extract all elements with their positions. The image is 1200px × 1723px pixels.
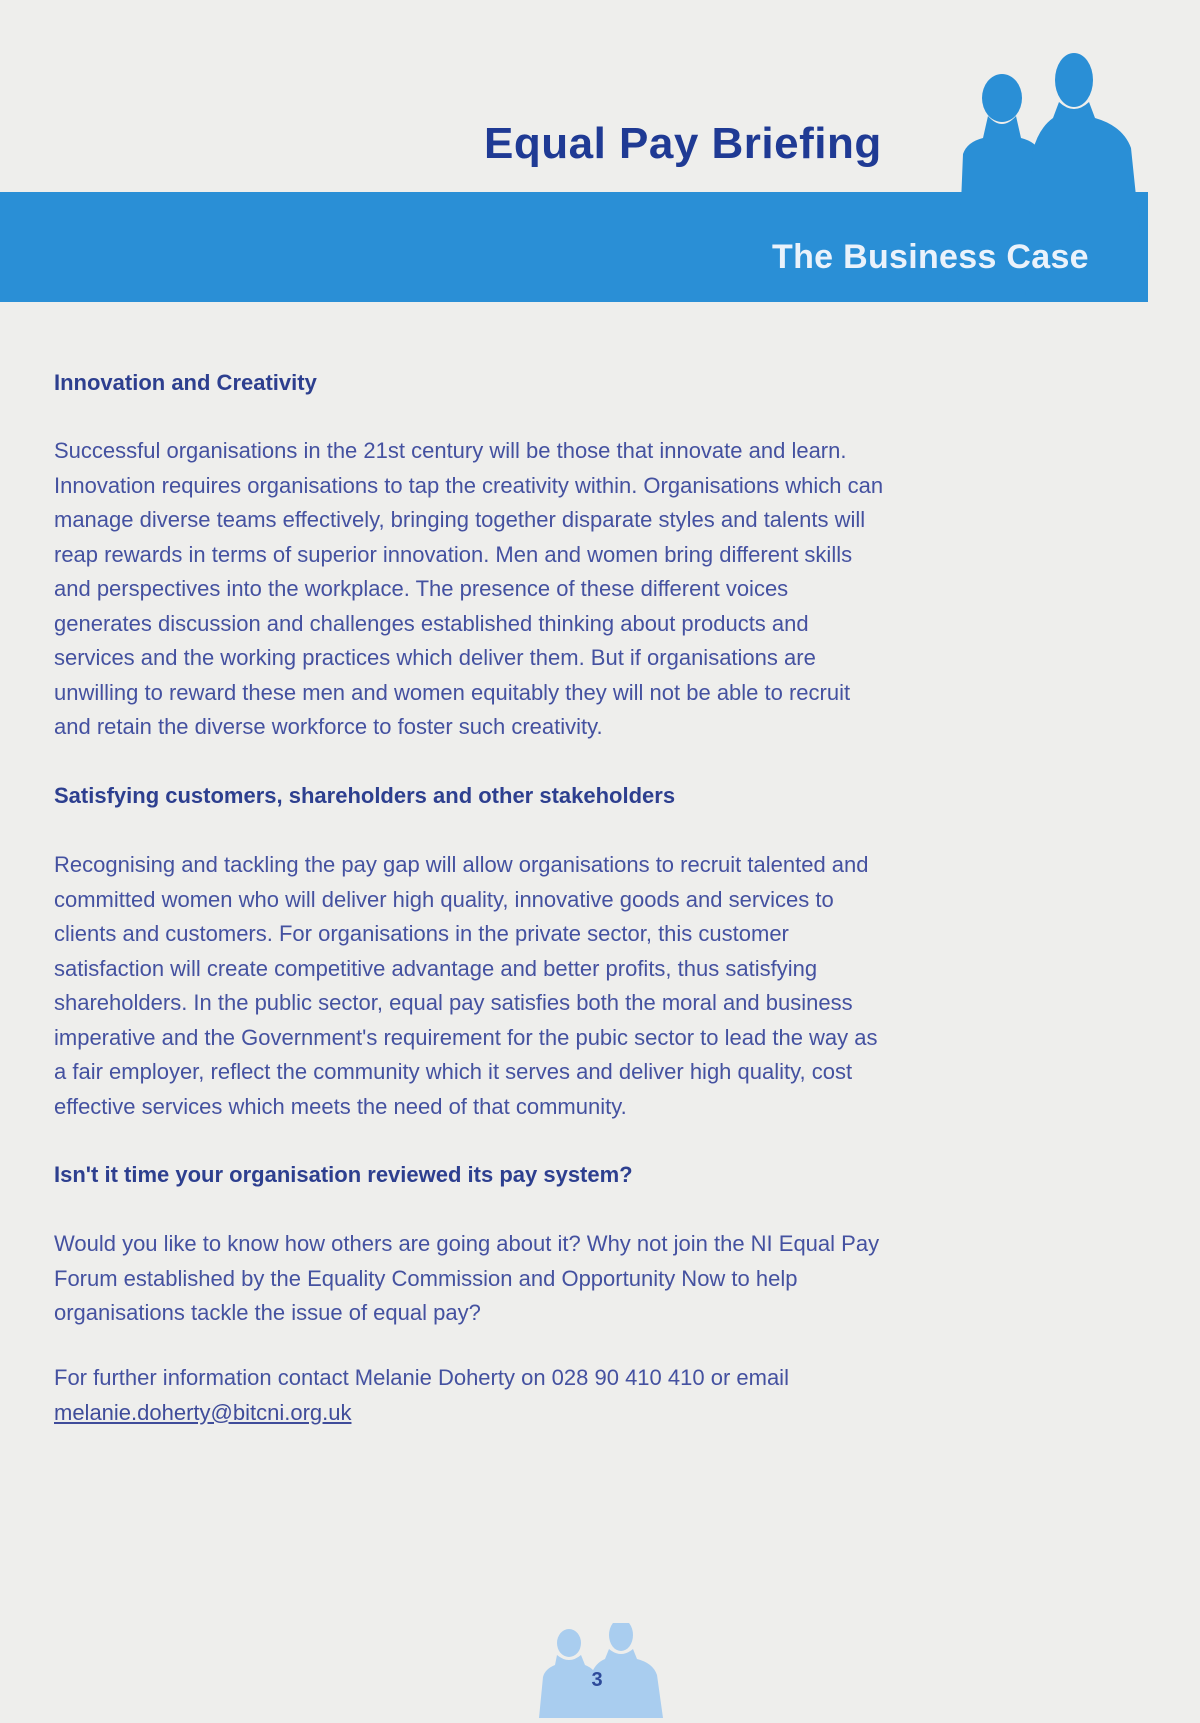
body-line: imperative and the Government's requirement for the pubic sector to lead the way as xyxy=(54,1024,878,1050)
section-body-pay-system xyxy=(54,1227,879,1331)
body-line: Forum established by the Equality Commission and Opportunity Now to help xyxy=(54,1265,798,1291)
section-heading-innovation: Innovation and Creativity xyxy=(54,370,317,395)
body-line: a fair employer, reflect the community which it serves and deliver high quality, cost xyxy=(54,1059,853,1084)
footer-badge xyxy=(535,1623,665,1718)
contact-email-link[interactable]: melanie.doherty@bitcni.org.uk xyxy=(54,1399,352,1425)
body-line: clients and customers. For organisations in the private sector, this customer xyxy=(54,921,789,946)
body-line: services and the working practices which deliver them. But if organisations are xyxy=(54,645,816,670)
body-line: Successful organisations in the 21st century will be those that innovate and learn. xyxy=(54,438,847,463)
section-heading-pay-system: Isn't it time your organisation reviewed its pay system? xyxy=(54,1162,633,1187)
body-line: Would you like to know how others are going about it? Why not join the NI Equal Pay xyxy=(54,1231,880,1256)
body-line: unwilling to reward these men and women equitably they will not be able to recruit xyxy=(54,679,851,705)
document-title: Equal Pay Briefing xyxy=(484,119,882,168)
body-line: and retain the diverse workforce to foster such creativity. xyxy=(54,714,603,739)
body-line: committed women who will deliver high quality, innovative goods and services to xyxy=(54,886,834,912)
body-line: effective services which meets the need of that community. xyxy=(54,1093,627,1119)
body-line: manage diverse teams effectively, bringing together disparate styles and talents will xyxy=(54,507,866,532)
page-number: 3 xyxy=(591,1669,603,1691)
body-line: and perspectives into the workplace. The presence of these different voices xyxy=(54,576,789,601)
document-subtitle: The Business Case xyxy=(772,238,1089,276)
section-body-stakeholders xyxy=(54,848,878,1124)
body-line: reap rewards in terms of superior innovation. Men and women bring different skills xyxy=(54,541,853,567)
section-body-innovation xyxy=(54,434,883,745)
body-line: Recognising and tackling the pay gap will allow organisations to recruit talented and xyxy=(54,852,869,877)
body-line: organisations tackle the issue of equal pay? xyxy=(54,1300,481,1325)
body-line: generates discussion and challenges established thinking about products and xyxy=(54,610,809,636)
body-line: Innovation requires organisations to tap the creativity within. Organisations which can xyxy=(54,472,884,498)
body-line: shareholders. In the public sector, equal pay satisfies both the moral and business xyxy=(54,990,853,1015)
body-line: satisfaction will create competitive advantage and better profits, thus satisfying xyxy=(54,955,818,981)
section-heading-stakeholders: Satisfying customers, shareholders and other stakeholders xyxy=(54,783,676,808)
contact-info xyxy=(54,1361,789,1430)
contact-text: For further information contact Melanie Doherty on 028 90 410 410 or email xyxy=(54,1365,789,1390)
